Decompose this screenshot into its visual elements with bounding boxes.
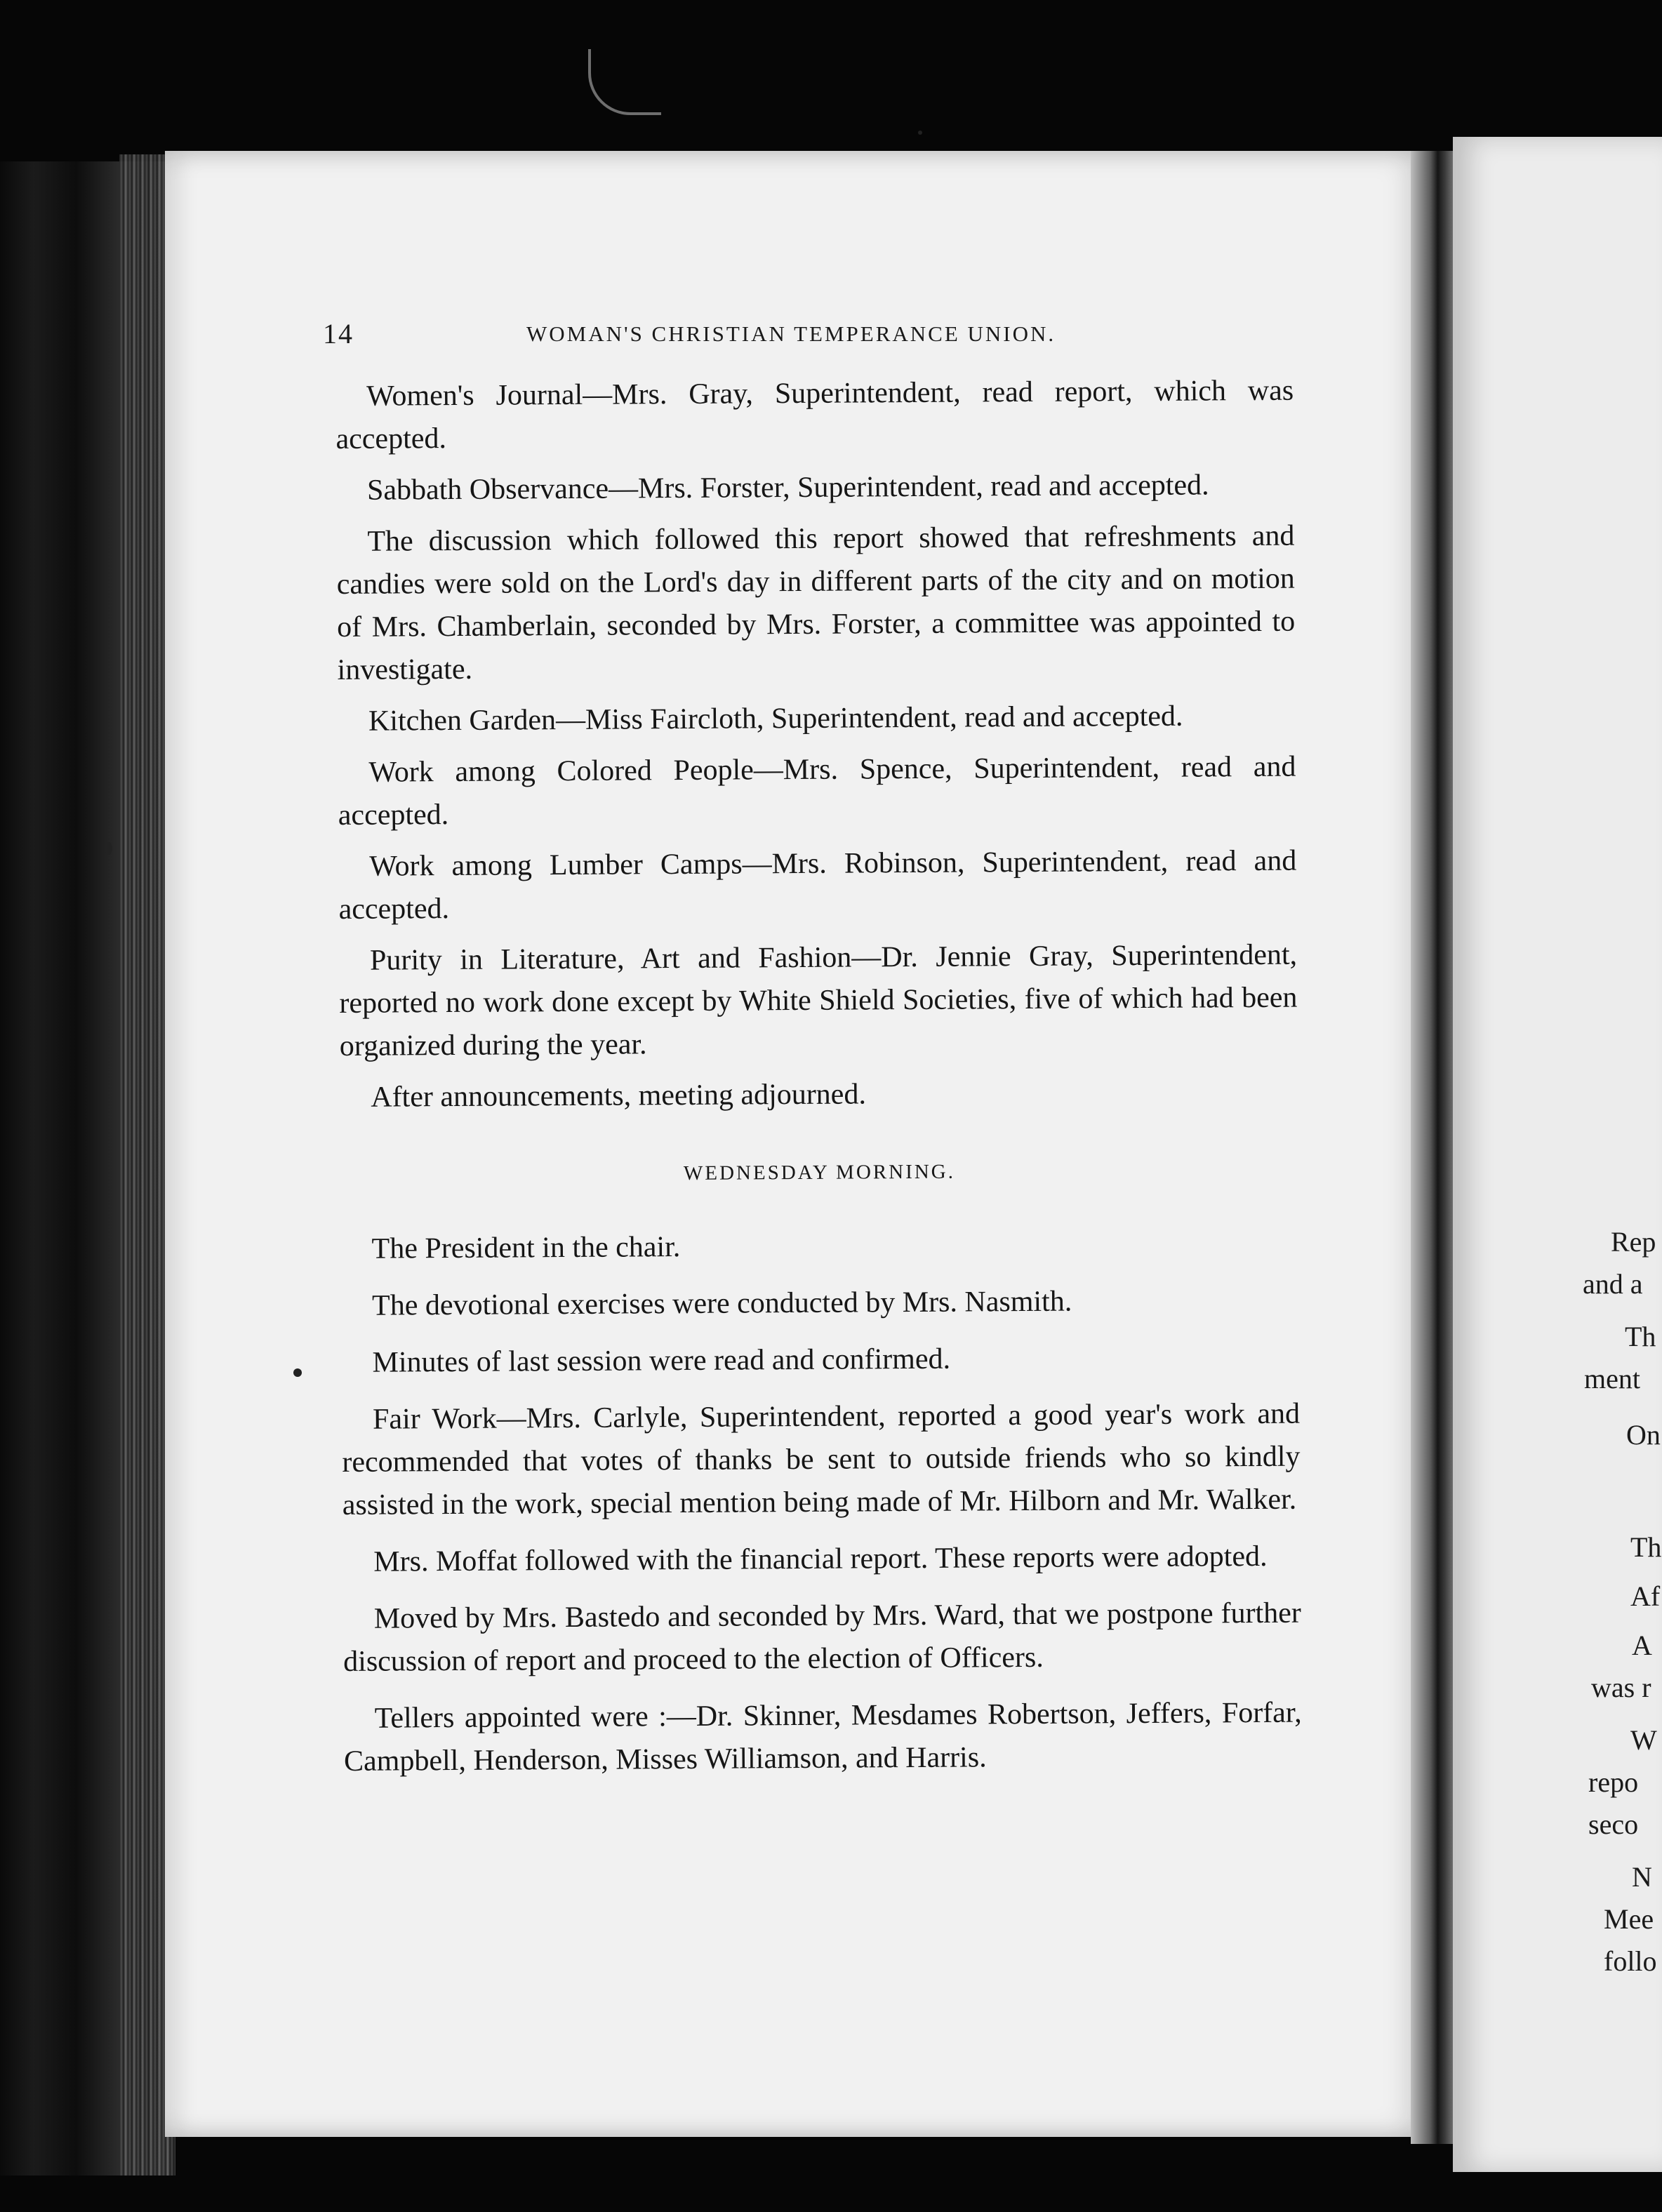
- page-body: [335, 370, 1302, 1792]
- right-fragment: A: [1632, 1630, 1652, 1661]
- right-fragment: Af: [1630, 1580, 1661, 1612]
- paragraph: Purity in Literature, Art and Fashion—Dr. Jennie Gray, Superintendent, reported no work done except by White Shield Societies, five of which had been organized during the year.: [339, 938, 1298, 1062]
- ink-speck: [293, 1368, 302, 1377]
- paragraph: Minutes of last session were read and confirmed.: [372, 1342, 951, 1379]
- right-fragment: Th: [1625, 1321, 1656, 1352]
- paragraph: Sabbath Observance—Mrs. Forster, Superintendent, read and accepted.: [366, 469, 1209, 507]
- section-heading: WEDNESDAY MORNING.: [683, 1160, 956, 1185]
- paragraph: Women's Journal—Mrs. Gray, Superintendent, read report, which was accepted.: [335, 374, 1294, 455]
- paragraph: Fair Work—Mrs. Carlyle, Superintendent, reported a good year's work and recommended that votes of thanks be sent to outside friends who so kindly assisted in the work, special mention being made of Mr. Hilborn and Mr. Walker.: [342, 1397, 1301, 1521]
- right-fragment: Th: [1630, 1531, 1662, 1563]
- right-fragment: was r: [1591, 1672, 1651, 1703]
- paragraph: The devotional exercises were conducted by Mrs. Nasmith.: [371, 1285, 1072, 1322]
- right-fragment: N: [1632, 1861, 1652, 1893]
- running-head: WOMAN'S CHRISTIAN TEMPERANCE UNION.: [526, 321, 1056, 346]
- paragraph: Mrs. Moffat followed with the financial report. These reports were adopted.: [373, 1540, 1268, 1578]
- right-fragment: seco: [1588, 1808, 1639, 1840]
- right-fragment: Rep: [1611, 1226, 1656, 1258]
- ribbon-mark: [588, 49, 661, 115]
- page-header: [323, 317, 1298, 359]
- right-page-text-fragments-lower: [1583, 1221, 1662, 2063]
- right-fragment: ment: [1584, 1363, 1640, 1394]
- ink-speck: [918, 131, 922, 135]
- right-fragment: Mee: [1604, 1903, 1654, 1935]
- paragraph: Tellers appointed were :—Dr. Skinner, Mesdames Robertson, Jeffers, Forfar, Campbell, Henderson, Misses Williamson, and Harris.: [343, 1696, 1302, 1778]
- page-number: 14: [323, 318, 354, 349]
- right-fragment: On: [1626, 1419, 1661, 1451]
- paragraph: After announcements, meeting adjourned.: [371, 1078, 867, 1114]
- right-fragment: repo: [1588, 1766, 1639, 1798]
- paragraph: Work among Lumber Camps—Mrs. Robinson, Superintendent, read and accepted.: [338, 844, 1297, 926]
- paragraph: Work among Colored People—Mrs. Spence, Superintendent, read and accepted.: [338, 750, 1296, 832]
- right-fragment: follo: [1604, 1945, 1657, 1977]
- paragraph: Moved by Mrs. Bastedo and seconded by Mrs. Ward, that we postpone further discussion of report and proceed to the election of Officers.: [343, 1597, 1301, 1678]
- paragraph: The President in the chair.: [371, 1231, 681, 1265]
- right-fragment: and a: [1583, 1268, 1643, 1300]
- paragraph: Kitchen Garden—Miss Faircloth, Superintendent, read and accepted.: [368, 700, 1183, 738]
- paragraph: The discussion which followed this report showed that refreshments and candies were sold on the Lord's day in different parts of the city and on motion of Mrs. Chamberlain, seconded by Mrs. Forster, a committee was appointed to investigate.: [336, 519, 1296, 686]
- right-fragment: W: [1630, 1724, 1657, 1756]
- ink-speck: [105, 842, 112, 855]
